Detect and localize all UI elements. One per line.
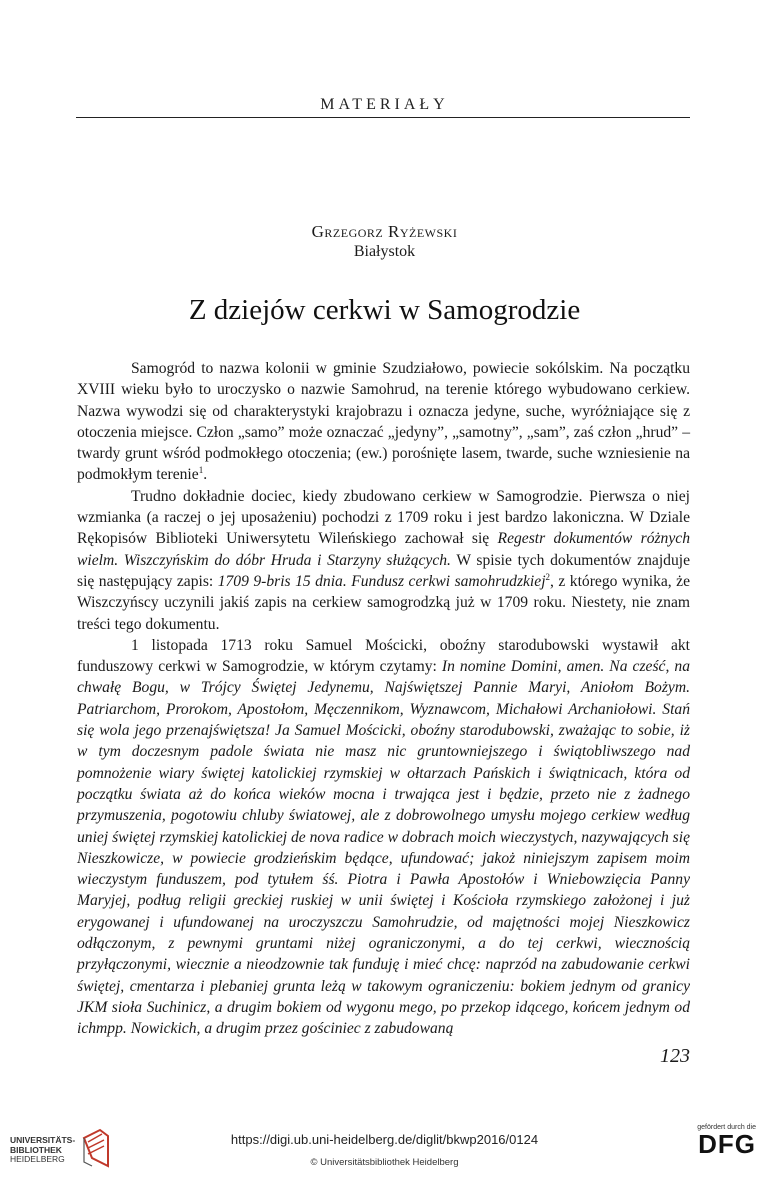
- paragraph-1-end: .: [203, 466, 208, 484]
- dfg-logo: DFG: [698, 1129, 756, 1159]
- paragraph-3: [77, 635, 690, 1040]
- paragraph-1-text: Samogród to nazwa kolonii w gminie Szudziałowo, powiecie sokólskim. Na początku XVIII wieku było to uroczysko o nazwie Samohrud, na terenie którego wybudowano cerkiew. Nazwa wywodzi się od charakterystyki krajobrazu i oznacza jedyne, suche, wyróżniające się z otoczenia miejsce. Człon „samo” może oznaczać „jedyny”, „samotny”, „sam”, zaś człon „hrud” – twardy grunt wśród podmokłego otoczenia; (ew.) porośnięte lasem, twarde, suche wzniesienie na podmokłym terenie: [77, 360, 690, 484]
- article-body: [77, 358, 690, 1040]
- author-name: Grzegorz Ryżewski: [311, 222, 458, 241]
- paragraph-1: [77, 358, 690, 486]
- paragraph-2: [77, 486, 690, 635]
- footnote-ref-2[interactable]: 2: [545, 571, 551, 582]
- paragraph-3-quote: In nomine Domini, amen. Na cześć, na chwałę Bogu, w Trójcy Świętej Jedynemu, Najświętszej Pannie Maryi, Aniołom Bożym. Patriarchom, Prorokom, Apostołom, Męczennikom, Wyznawcom, Michałowi Archaniołowi. Stań się wola jego przenajświętsza! Ja Samuel Mościcki, oboźny starodubowski, zważając to sobie, iż w tym doczesnym padole świata nie masz nic gruntowniejszego i świątobliwszego nad pomnożenie wiary świętej katolickiej rzymskiej w ołtarzach Pańskich i świątnicach, która od początku świata aż do końca wieków mocna i trwająca jest i będzie, przeto nie z żadnego przymuszenia, pogotowiu chluby światowej, ale z dobrowolnego umysłu mojego cerkiew według uniej świętej rzymskiej katolickiej de nova radice w dobrach moich wieczystych, nazywających się Nieszkowicze, w powiecie grodzieńskim będące, ufundować; jakoż niniejszym zapisem moim wieczystym funduszem, pod tytułem śś. Piotra i Pawła Apostołów i Wniebowzięcia Panny Maryjej, podług religii greckiej ruskiej w unii świętej i Kościoła rzymskiego założonej i już erygowanej i ufundowanej na uroczyszczu Samohrudzie, od majętności mojej Nieszkowicz odłączonym, z pewnymi gruntami niżej ograniczonymi, a do tej cerkwi, wiecznością przyłączonymi, wiecznie a nieodzownie tak funduję i mieć chcę: naprzód na zabudowanie cerkwi świętej, cmentarza i plebaniej grunta leżą w takowym ograniczeniu: bokiem jednym od granicy JKM sioła Suchinicz, a drugim bokiem od wygonu mego, po przekop idącego, końcem jednym od ichmpp. Nowickich, a drugim przez gościniec z zabudowaną: [77, 658, 690, 1038]
- article-title: Z dziejów cerkwi w Samogrodzie: [188, 294, 581, 326]
- paragraph-2-text-a: Trudno dokładnie dociec, kiedy zbudowano cerkiew w Samogrodzie. Pierwsza o niej wzmianka (a raczej o jej uposażeniu) pochodzi z 1709 roku i jest bardzo lakoniczna. W Dziale Rękopisów Biblioteki Uniwersytetu Wileńskiego zachował się: [77, 487, 690, 548]
- paragraph-2-italic-1: Regestr dokumentów różnych wielm. Wiszczyńskim do dóbr Hruda i Starzyny służących.: [77, 530, 690, 569]
- logo-line-2: BIBLIOTHEK: [10, 1144, 62, 1155]
- footer: [0, 1108, 769, 1177]
- paragraph-3-text: 1 listopada 1713 roku Samuel Mościcki, oboźny starodubowski wystawił akt funduszowy cerkwi w Samogrodzie, w którym czytamy:: [77, 636, 690, 676]
- copyright-notice: © Universitätsbibliothek Heidelberg: [310, 1157, 459, 1168]
- page-number: 123: [660, 1045, 690, 1067]
- paragraph-2-text-c: , z którego wynika, że Wiszczyńscy uczynili jakiś zapis na cerkiew samogrodzką już w 1709 roku. Niestety, nie znam treści tego dokumentu.: [77, 572, 690, 633]
- author-affiliation: Białystok: [353, 243, 416, 260]
- logo-line-1: UNIVERSITÄTS-: [10, 1135, 76, 1145]
- dfg-logo-block[interactable]: [680, 1124, 760, 1174]
- paragraph-2-text-b: W spisie tych dokumentów znajduje się następujący zapis:: [77, 551, 690, 590]
- logo-line-3: HEIDELBERG: [10, 1154, 65, 1164]
- header-rule: [76, 117, 690, 118]
- dfg-funding-note: gefördert durch die: [697, 1124, 756, 1131]
- section-header: MATERIAŁY: [320, 96, 449, 113]
- paragraph-2-italic-2: 1709 9-bris 15 dnia. Fundusz cerkwi samohrudzkiej: [217, 572, 546, 590]
- permalink-url[interactable]: https://digi.ub.uni-heidelberg.de/diglit/bkwp2016/0124: [230, 1132, 539, 1147]
- footnote-ref-1[interactable]: 1: [198, 465, 204, 476]
